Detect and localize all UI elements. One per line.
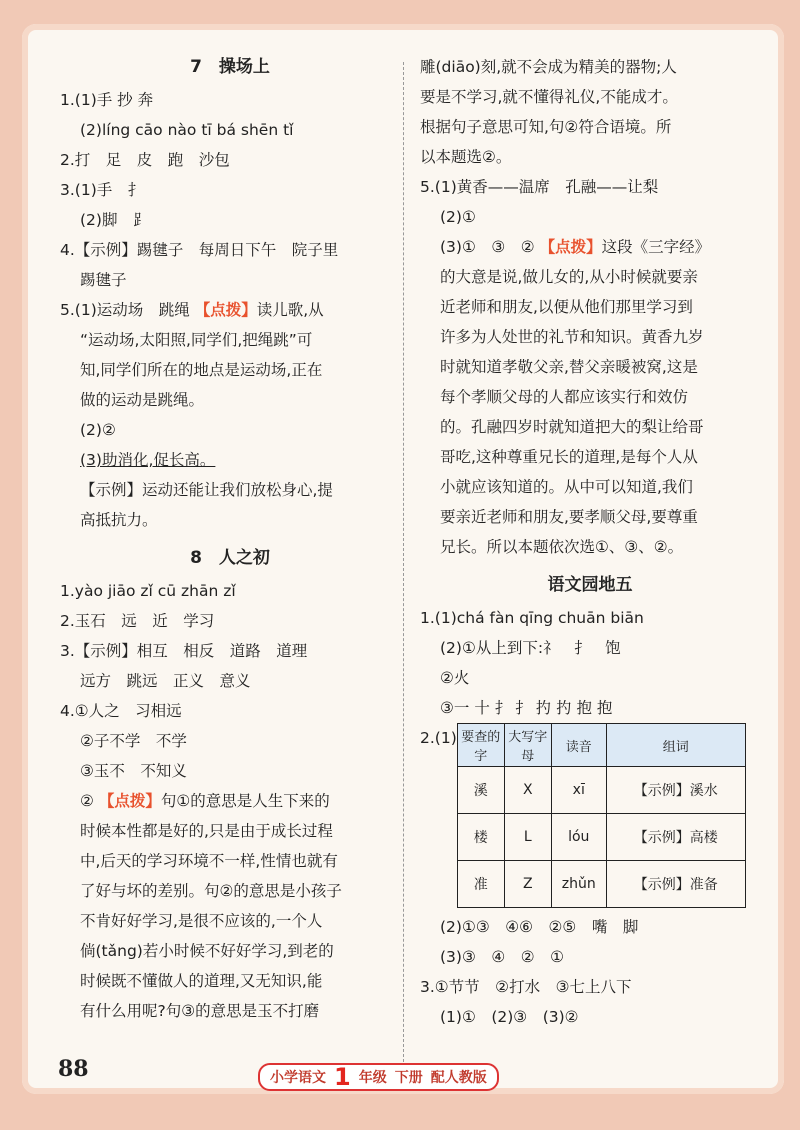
lesson-7-title: 7 操场上 bbox=[190, 57, 270, 77]
left-column: 7 操场上 1.(1)手 抄 奔 (2)líng cāo nào tī bá shēn tǐ 2.打 足 皮 跑 沙包 3.(1)手 扌 (2)脚 ⻊ 4.【示例】踢毽子 每周日下午 院子里 踢毽子 5.(1)运动场 跳绳 【点拨】读儿歌,从 “运动场,太阳照,同学们,把绳跳”可 知,同学们所在的地点是运动场,正在 做的运动是跳绳。 (2)② (3)助消化,促长高。 【示例】运动还能让我们放松身心,提 高抵抗力。 8 人之初 1.yào jiāo zǐ cū zhān zǐ 2.玉石 远 近 学习 3.【示例】相互 相反 道路 道理 远方 跳远 正义 意义 4.①人之 习相远 ②子不学 不学 ③玉不 不知义 ② 【点拨】句①的意思是人生下来的 时候本性都是好的,只是由于成长过程 中,后天的学习环境不一样,性情也就有 了好与坏的差别。句②的意思是小孩子 不肯好好学习,是很不应该的,一个人 倘(tǎng)若小时候不好好学习,到老的 时候既不懂做人的道理,又无知识,能 有什么用呢?句③的意思是玉不打磨 bbox=[60, 44, 400, 1026]
lookup-table: 要查的字 大写字母 读音 组词 溪 X xī 【示例】溪水 楼 L lóu 【示例】高楼 准 Z zhǔn 【示例】准备 bbox=[457, 723, 746, 908]
yuwen-yuandi-title: 语文园地五 bbox=[547, 575, 633, 595]
table-row: 准 Z zhǔn 【示例】准备 bbox=[457, 861, 745, 908]
column-divider bbox=[403, 62, 404, 1062]
page-number: 88 bbox=[58, 1056, 89, 1082]
hint-label: 【点拨】 bbox=[194, 301, 257, 319]
hint-label: 【点拨】 bbox=[98, 792, 161, 810]
table-row: 溪 X xī 【示例】溪水 bbox=[457, 767, 745, 814]
table-row: 楼 L lóu 【示例】高楼 bbox=[457, 814, 745, 861]
hint-label: 【点拨】 bbox=[539, 238, 602, 256]
right-column: 雕(diāo)刻,就不会成为精美的器物;人 要是不学习,就不懂得礼仪,不能成才。 根据句子意思可知,句②符合语境。所 以本题选②。 5.(1)黄香——温席 孔融——让梨 (2)① (3)① ③ ② 【点拨】这段《三字经》 的大意是说,做儿女的,从小时候就要亲 近老师和朋友,以便从他们那里学习到 许多为人处世的礼节和知识。黄香九岁 时就知道孝敬父亲,替父亲暖被窝,这是 每个孝顺父母的人都应该实行和效仿 的。孔融四岁时就知道把大的梨让给哥 哥吃,这种尊重兄长的道理,是每个人从 小就应该知道的。从中可以知道,我们 要亲近老师和朋友,要孝顺父母,要尊重 兄长。所以本题依次选①、③、②。 语文园地五 1.(1)chá fàn qīng chuān biān (2)①从上到下:礻 扌 饱 ②火 ③一 十 扌 扌 扚 扚 抱 抱 2.(1) 要查的字 大写字母 读音 组词 溪 X xī 【示例】溪水 楼 L lóu 【示例】高楼 准 Z zhǔn 【示例】准备 (2)①③ ④⑥ ②⑤ 嘴 脚 (3)③ ④ ② ① 3.①节节 ②打水 ③七上八下 (1)① (2)③ (3)② bbox=[420, 44, 760, 1032]
lesson-8-title: 8 人之初 bbox=[190, 548, 270, 568]
book-badge: 小学语文 1 年级 下册 配人教版 bbox=[258, 1063, 499, 1091]
